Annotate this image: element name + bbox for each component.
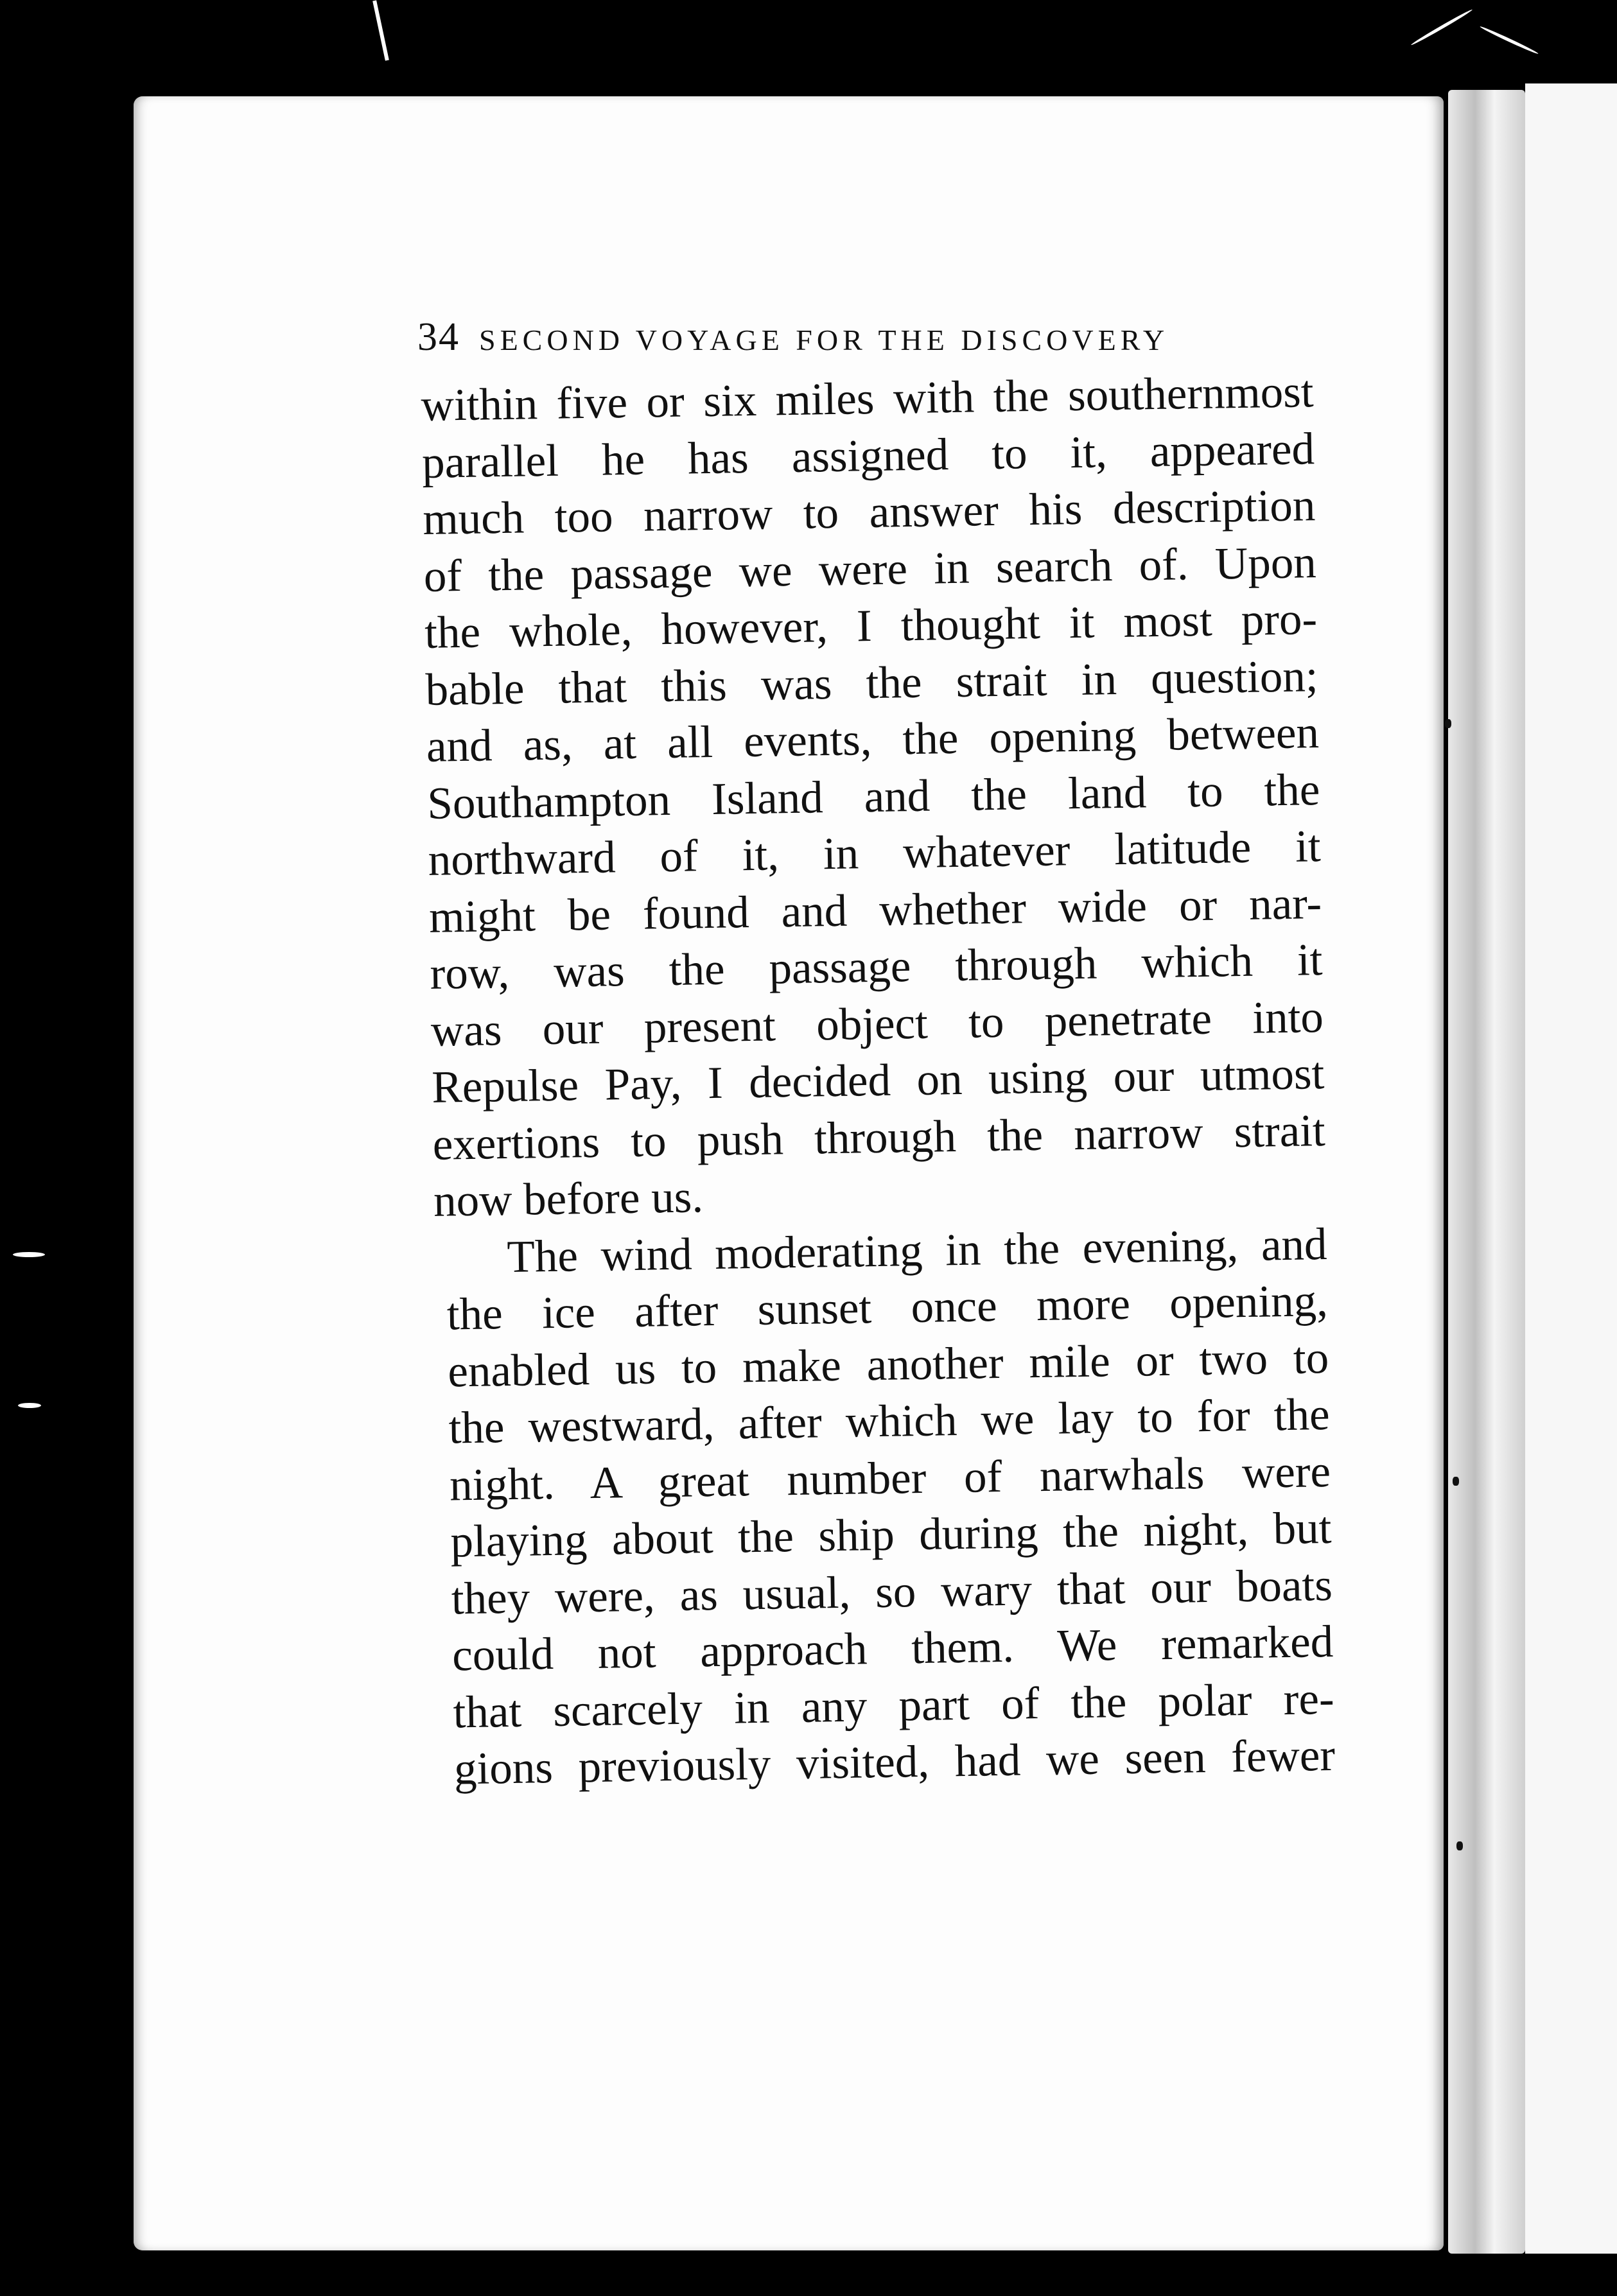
scan-edge-mark	[18, 1403, 41, 1408]
text-line: of the passage we were in search of. Upon	[423, 537, 1317, 602]
text-line: might be found and whether wide or nar-	[428, 878, 1322, 943]
ink-speck	[1456, 1841, 1463, 1850]
text-line: much too narrow to answer his description	[422, 480, 1316, 544]
text-line: Southampton Island and the land to the	[426, 764, 1320, 829]
text-line: within five or six miles with the southernmost	[421, 367, 1315, 431]
running-head-title: SECOND VOYAGE FOR THE DISCOVERY	[479, 324, 1169, 356]
text-line: the westward, after which we lay to for the	[448, 1389, 1331, 1454]
page-number: 34	[417, 315, 460, 359]
text-line: enabled us to make another mile or two to	[447, 1332, 1329, 1397]
text-line: gions previously visited, had we seen fewer	[453, 1730, 1336, 1795]
text-line: row, was the passage through which it	[429, 935, 1324, 999]
facing-page-edge	[1525, 83, 1617, 2254]
text-line: bable that this was the strait in question;	[425, 650, 1319, 715]
text-line: exertions to push through the narrow strait	[432, 1105, 1326, 1170]
ink-speck	[1453, 1477, 1459, 1486]
text-line: parallel he has assigned to it, appeared	[421, 423, 1315, 488]
text-line: The wind moderating in the evening, and	[506, 1219, 1327, 1282]
text-line: northward of it, in whatever latitude it	[428, 821, 1322, 885]
ink-speck	[1445, 719, 1451, 728]
scan-edge-mark	[13, 1252, 45, 1257]
text-line: was our present object to penetrate into	[430, 991, 1324, 1056]
body-text	[421, 363, 1336, 1798]
page-gutter-shadow	[1448, 90, 1525, 2254]
text-line: that scarcely in any part of the polar re-	[453, 1673, 1335, 1737]
text-line: playing about the ship during the night, but	[450, 1502, 1332, 1567]
text-line: Repulse Pay, I decided on using our utmost	[431, 1048, 1325, 1113]
text-line: could not approach them. We remarked	[451, 1616, 1334, 1681]
running-head	[417, 315, 1220, 366]
text-line: and as, at all events, the opening between	[426, 708, 1320, 772]
text-line: now before us.	[433, 1172, 704, 1226]
text-line: night. A great number of narwhals were	[449, 1446, 1331, 1510]
text-line: the whole, however, I thought it most pro-	[424, 594, 1318, 658]
text-line: the ice after sunset once more opening,	[446, 1275, 1329, 1340]
text-line: they were, as usual, so wary that our boats	[451, 1560, 1333, 1624]
